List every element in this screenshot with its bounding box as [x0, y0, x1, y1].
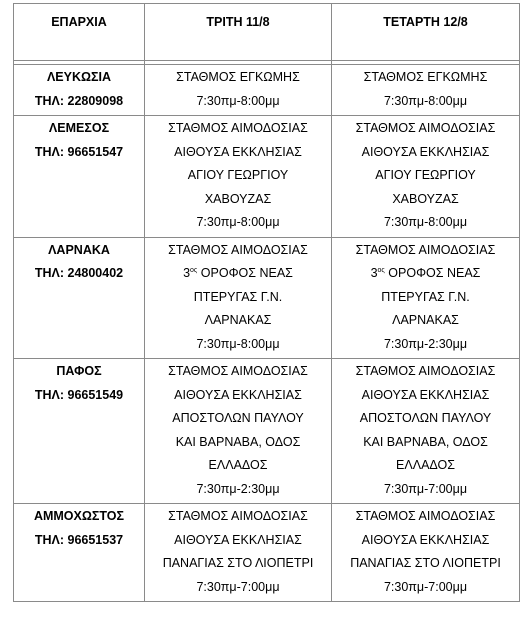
day2-line: ΣΤΑΘΜΟΣ ΑΙΜΟΔΟΣΙΑΣ: [355, 509, 496, 523]
day2-line: 7:30πμ-8:00μμ: [383, 215, 468, 229]
day1-line: 7:30πμ-8:00μμ: [196, 336, 280, 351]
district-cell: [14, 116, 145, 238]
day2-line: 7:30πμ-7:00μμ: [383, 579, 468, 594]
day1-line: ΕΛΛΑΔΟΣ: [208, 458, 268, 472]
table-row: [14, 116, 520, 238]
header-day1: ΤΡΙΤΗ 11/8: [145, 4, 332, 61]
day2-line: ΣΤΑΘΜΟΣ ΕΓΚΩΜΗΣ: [363, 70, 488, 84]
day1-line: ΣΤΑΘΜΟΣ ΕΓΚΩΜΗΣ: [176, 70, 300, 84]
header-day2: ΤΕΤΑΡΤΗ 12/8: [332, 4, 520, 61]
table-row: [14, 504, 520, 602]
day2-line: ΣΤΑΘΜΟΣ ΑΙΜΟΔΟΣΙΑΣ: [355, 242, 496, 257]
day2-line: ΑΙΘΟΥΣΑ ΕΚΚΛΗΣΙΑΣ: [361, 532, 490, 547]
district-cell: [14, 359, 145, 504]
district-phone: ΤΗΛ: 96651537: [34, 532, 124, 547]
day1-line: ΣΤΑΘΜΟΣ ΑΙΜΟΔΟΣΙΑΣ: [168, 509, 308, 523]
day1-line: ΣΤΑΘΜΟΣ ΑΙΜΟΔΟΣΙΑΣ: [168, 242, 308, 257]
day2-cell: [332, 65, 520, 116]
table-row: [14, 237, 520, 359]
day1-line: ΣΤΑΘΜΟΣ ΑΙΜΟΔΟΣΙΑΣ: [168, 364, 308, 378]
day1-line: ΑΓΙΟΥ ΓΕΩΡΓΙΟΥ: [187, 168, 289, 182]
district-name: ΛΑΡΝΑΚΑ: [48, 242, 110, 257]
district-phone: ΤΗΛ: 22809098: [34, 93, 124, 108]
day1-line: 7:30πμ-7:00μμ: [196, 579, 280, 594]
district-name: ΠΑΦΟΣ: [56, 364, 102, 378]
day2-line: ΧΑΒΟΥΖΑΣ: [392, 191, 459, 206]
day2-line: ΛΑΡΝΑΚΑΣ: [392, 313, 459, 327]
district-cell: [14, 237, 145, 359]
day1-line: ΧΑΒΟΥΖΑΣ: [204, 191, 272, 206]
day2-line: ΑΙΘΟΥΣΑ ΕΚΚΛΗΣΙΑΣ: [361, 387, 490, 402]
district-phone: ΤΗΛ: 96651549: [34, 387, 124, 402]
district-phone: ΤΗΛ: 24800402: [34, 266, 124, 280]
day2-line: ΑΙΘΟΥΣΑ ΕΚΚΛΗΣΙΑΣ: [361, 144, 490, 159]
header-district: ΕΠΑΡΧΙΑ: [14, 4, 145, 61]
district-cell: [14, 65, 145, 116]
blood-donation-schedule-table: [13, 3, 520, 602]
day1-line: ΚΑΙ ΒΑΡΝΑΒΑ, ΟΔΟΣ: [175, 434, 301, 449]
day2-line: ΠΑΝΑΓΙΑΣ ΣΤΟ ΛΙΟΠΕΤΡΙ: [350, 556, 501, 570]
day2-line: 7:30πμ-7:00μμ: [383, 481, 468, 496]
table-row: [14, 65, 520, 116]
day1-cell: [145, 116, 332, 238]
day1-line: ΑΙΘΟΥΣΑ ΕΚΚΛΗΣΙΑΣ: [174, 144, 302, 159]
table-row: [14, 359, 520, 504]
day1-line: ΑΠΟΣΤΟΛΩΝ ΠΑΥΛΟΥ: [172, 411, 304, 425]
day2-line: 7:30πμ-2:30μμ: [383, 336, 468, 351]
day1-cell: [145, 504, 332, 602]
day1-line: ΠΤΕΡΥΓΑΣ Γ.Ν.: [193, 289, 283, 304]
day2-line: ΣΤΑΘΜΟΣ ΑΙΜΟΔΟΣΙΑΣ: [355, 364, 496, 378]
district-cell: [14, 504, 145, 602]
day2-cell: [332, 504, 520, 602]
day1-line: ΠΑΝΑΓΙΑΣ ΣΤΟ ΛΙΟΠΕΤΡΙ: [162, 556, 314, 570]
day2-line: ΠΤΕΡΥΓΑΣ Γ.Ν.: [381, 289, 470, 304]
day2-line: ΑΓΙΟΥ ΓΕΩΡΓΙΟΥ: [375, 168, 476, 182]
day2-line: ΑΠΟΣΤΟΛΩΝ ΠΑΥΛΟΥ: [359, 411, 492, 425]
day2-cell: [332, 359, 520, 504]
district-phone: ΤΗΛ: 96651547: [34, 144, 124, 159]
day2-cell: [332, 237, 520, 359]
day2-line: 7:30πμ-8:00μμ: [383, 93, 468, 108]
day1-line: ΑΙΘΟΥΣΑ ΕΚΚΛΗΣΙΑΣ: [174, 387, 302, 402]
district-name: ΑΜΜΟΧΩΣΤΟΣ: [33, 509, 125, 523]
day1-cell: [145, 65, 332, 116]
day1-cell: [145, 237, 332, 359]
district-name: ΛΕΜΕΣΟΣ: [48, 121, 110, 135]
day1-line: 7:30πμ-8:00μμ: [196, 215, 280, 229]
day1-line: $3^{o\varsigma}$ ΟΡΟΦΟΣ ΝΕΑΣ: [183, 266, 293, 280]
day1-line: ΣΤΑΘΜΟΣ ΑΙΜΟΔΟΣΙΑΣ: [168, 121, 308, 135]
day1-line: ΑΙΘΟΥΣΑ ΕΚΚΛΗΣΙΑΣ: [174, 532, 302, 547]
day2-line: ΕΛΛΑΔΟΣ: [396, 458, 455, 472]
header-row: [14, 4, 520, 61]
day1-line: 7:30πμ-8:00μμ: [196, 93, 280, 108]
day2-line: $3^{o\varsigma}$ ΟΡΟΦΟΣ ΝΕΑΣ: [370, 266, 481, 280]
day2-line: ΚΑΙ ΒΑΡΝΑΒΑ, ΟΔΟΣ: [363, 434, 488, 449]
day2-line: ΣΤΑΘΜΟΣ ΑΙΜΟΔΟΣΙΑΣ: [355, 121, 496, 135]
day2-cell: [332, 116, 520, 238]
day1-line: ΛΑΡΝΑΚΑΣ: [204, 313, 272, 327]
day1-cell: [145, 359, 332, 504]
district-name: ΛΕΥΚΩΣΙΑ: [46, 70, 112, 84]
day1-line: 7:30πμ-2:30μμ: [196, 481, 280, 496]
